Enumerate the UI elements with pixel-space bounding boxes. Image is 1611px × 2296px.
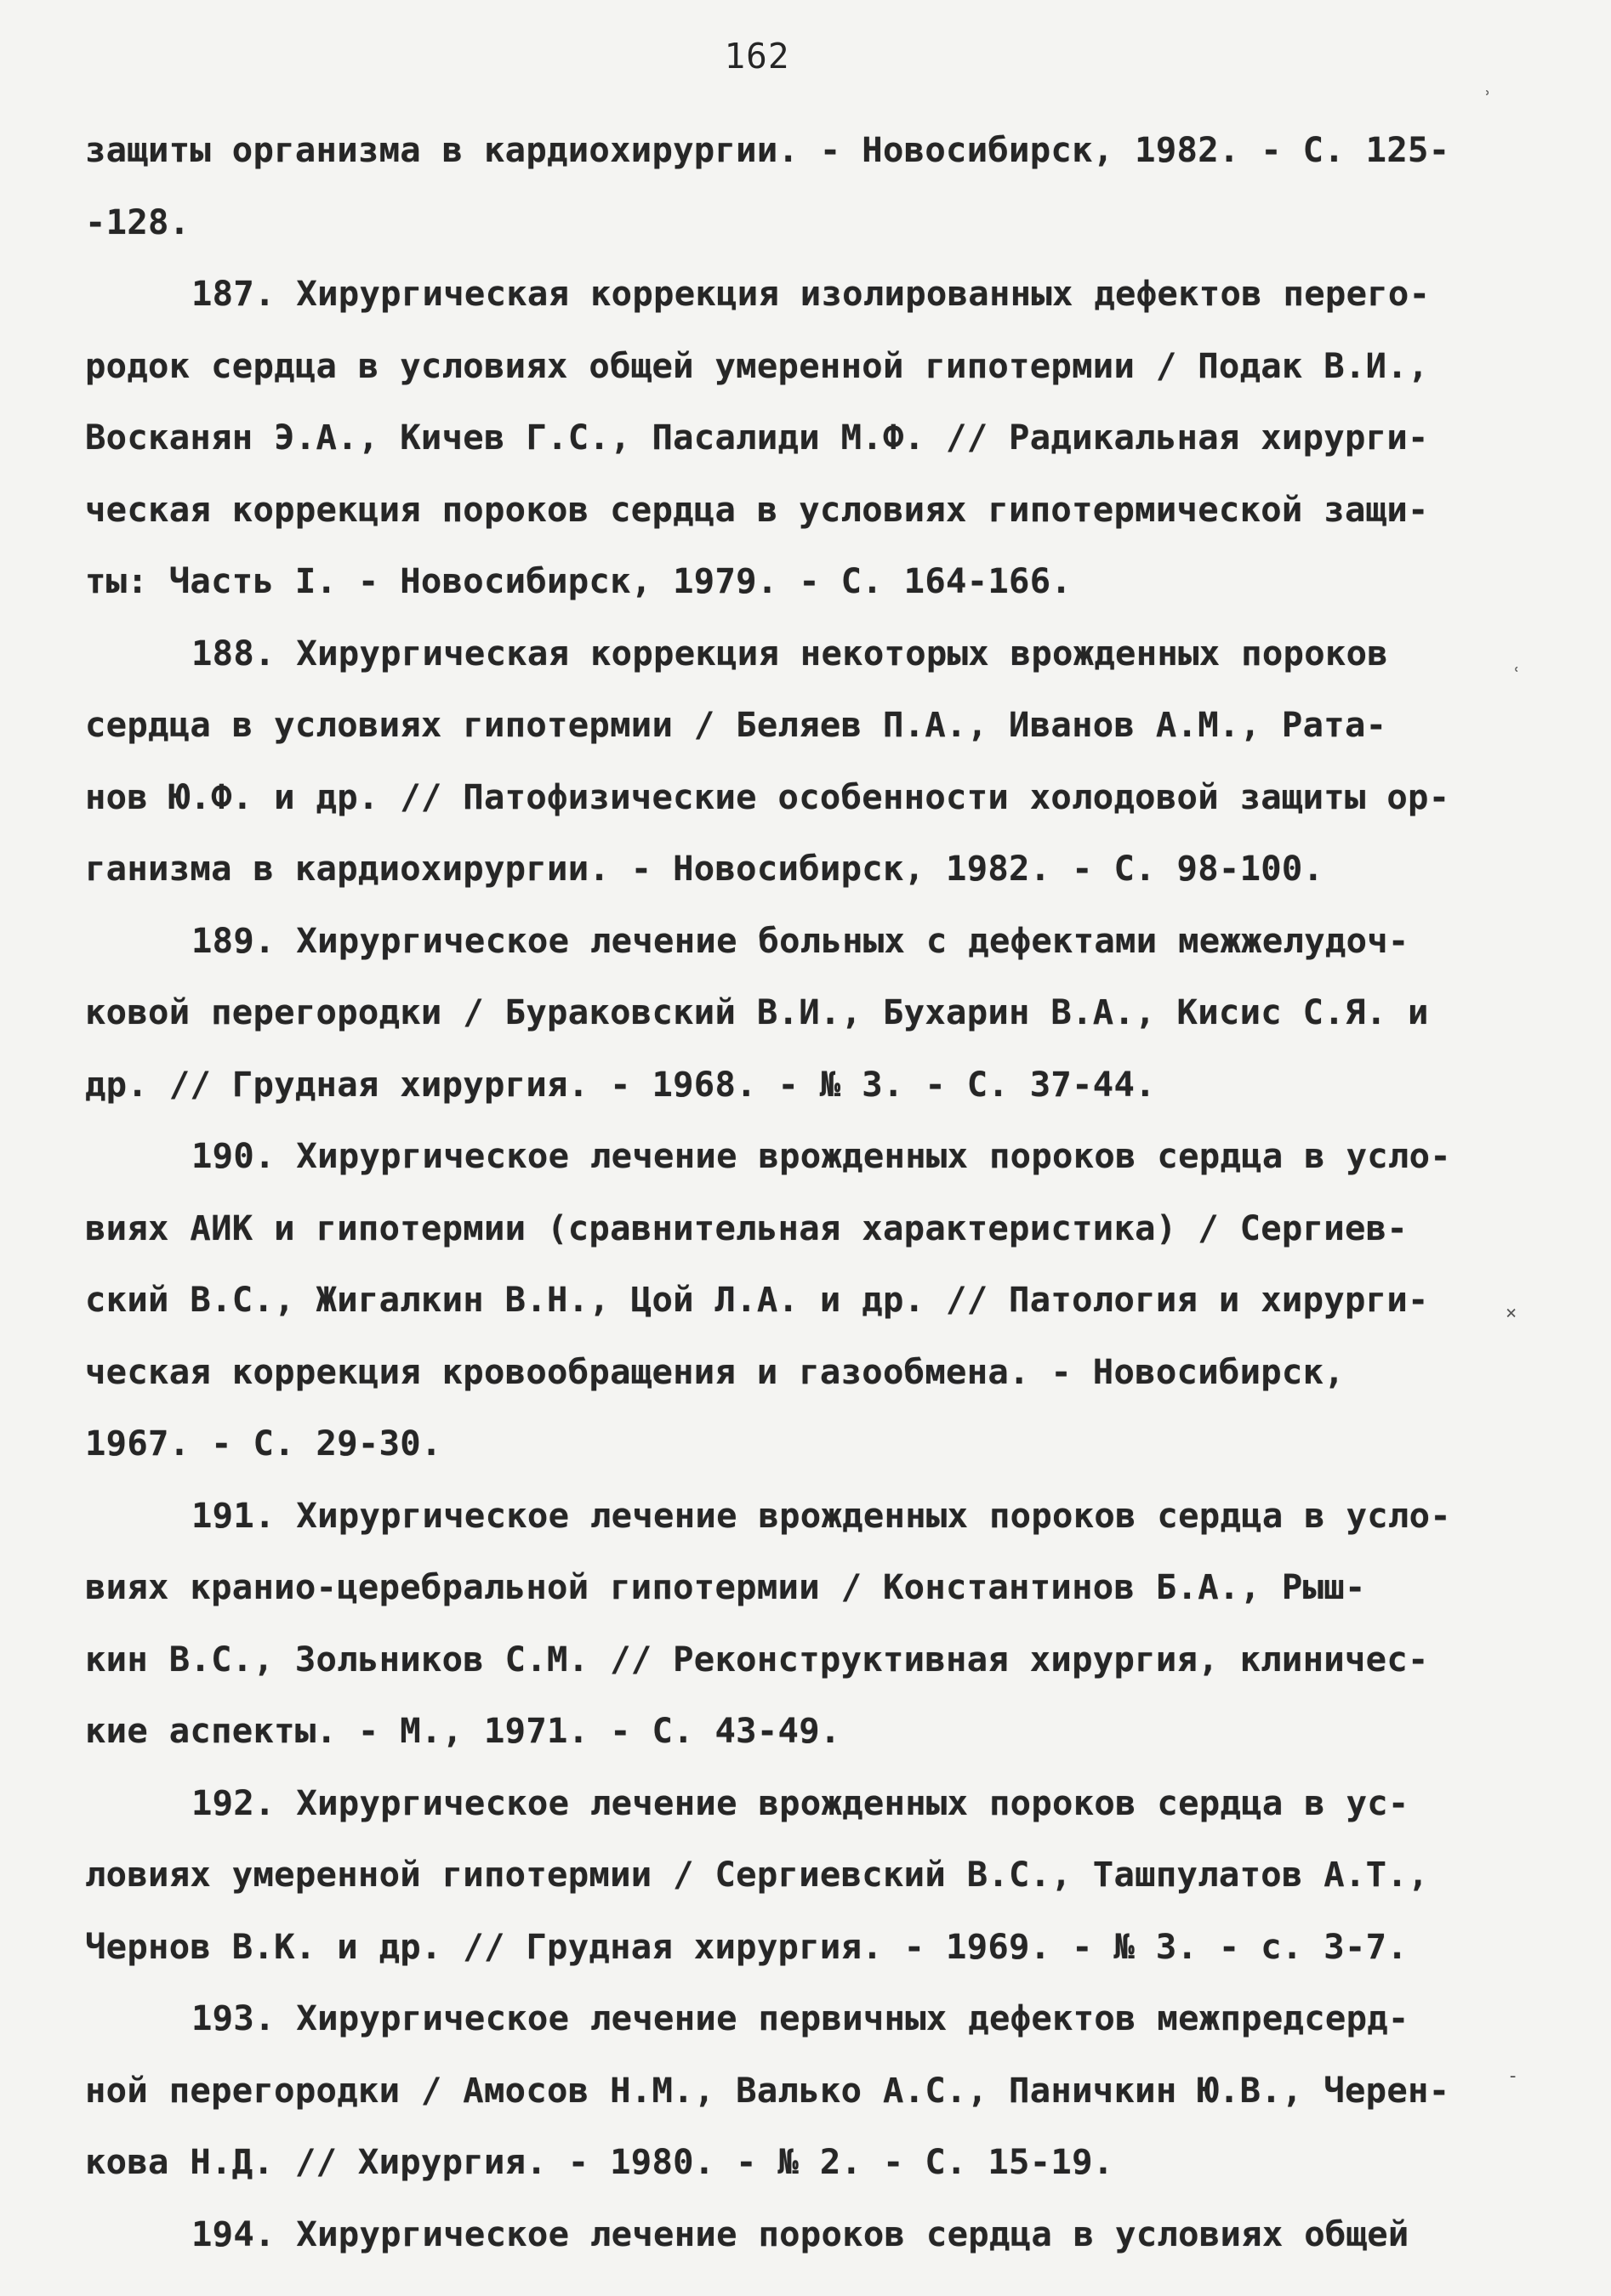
scan-speck-mark: ʿ [1511, 665, 1523, 686]
entry-text-line: ский В.С., Жигалкин В.Н., Цой Л.А. и др. // Патология и хирурги- [85, 1279, 1429, 1320]
entry-first-line: 189. Хирургическое лечение больных с дефектами межжелудоч- [191, 919, 1409, 961]
scan-speck-mark: × [1506, 1303, 1517, 1324]
entry-text-line: Восканян Э.А., Кичев Г.С., Пасалиди М.Ф. // Радикальная хирурги- [85, 417, 1429, 457]
entry-text-line: ганизма в кардиохирургии. - Новосибирск, 1982. - С. 98-100. [85, 848, 1324, 889]
entry-text-line: сердца в условиях гипотермии / Беляев П.А., Иванов А.М., Рата- [85, 704, 1387, 745]
entry-text-line: ной перегородки / Амосов Н.М., Валько А.С., Паничкин Ю.В., Черен- [85, 2069, 1450, 2111]
entry-text-line: 1967. - С. 29-30. [85, 1423, 442, 1463]
entry-first-line: 194. Хирургическое лечение пороков сердца в условиях общей [191, 2213, 1409, 2254]
entry-text-line: -128. [85, 201, 191, 242]
entry-text-line: нов Ю.Ф. и др. // Патофизические особенности холодовой защиты ор- [85, 776, 1450, 817]
scan-speck-mark: - [1507, 2066, 1519, 2087]
entry-text-line: ческая коррекция пороков сердца в условиях гипотермической защи- [85, 488, 1429, 530]
page-number: 162 [724, 36, 790, 77]
entry-text-line: ческая коррекция кровообращения и газообмена. - Новосибирск, [85, 1350, 1345, 1392]
entry-first-line: 193. Хирургическое лечение первичных дефектов межпредсерд- [191, 1998, 1409, 2038]
entry-text-line: виях АИК и гипотермии (сравнительная характеристика) / Сергиев- [85, 1207, 1409, 1248]
entry-first-line: 190. Хирургическое лечение врожденных пороков сердца в усло- [191, 1135, 1451, 1176]
entry-first-line: 192. Хирургическое лечение врожденных пороков сердца в ус- [191, 1782, 1409, 1823]
entry-text-line: др. // Грудная хирургия. - 1968. - № 3. - С. 37-44. [85, 1063, 1156, 1105]
entry-text-line: виях кранио-церебральной гипотермии / Константинов Б.А., Рыш- [85, 1566, 1366, 1607]
scan-speck-mark: ʾ [1482, 88, 1494, 110]
entry-text-line: ловиях умеренной гипотермии / Сергиевский В.С., Ташпулатов А.Т., [85, 1854, 1429, 1895]
entry-text-line: родок сердца в условиях общей умеренной гипотермии / Подак В.И., [85, 344, 1429, 386]
entry-text-line: кие аспекты. - М., 1971. - С. 43-49. [85, 1710, 841, 1751]
entry-text-line: кова Н.Д. // Хирургия. - 1980. - № 2. - С. 15-19. [85, 2141, 1114, 2182]
entry-first-line: 188. Хирургическая коррекция некоторых врожденных пороков [191, 632, 1388, 673]
entry-text-line: ковой перегородки / Бураковский В.И., Бухарин В.А., Кисис С.Я. и [85, 992, 1429, 1032]
entry-first-line: 191. Хирургическое лечение врожденных пороков сердца в усло- [191, 1494, 1451, 1536]
entry-text-line: ты: Часть I. - Новосибирск, 1979. - С. 164-166. [85, 560, 1073, 601]
entry-text-line: кин В.С., Зольников С.М. // Реконструктивная хирургия, клиничес- [85, 1638, 1429, 1679]
entry-first-line: 187. Хирургическая коррекция изолированных дефектов перего- [191, 273, 1431, 314]
entry-text-line: Чернов В.К. и др. // Грудная хирургия. - 1969. - № 3. - с. 3-7. [85, 1925, 1409, 1967]
bibliography-text [85, 114, 1480, 2270]
entry-text-line: защиты организма в кардиохирургии. - Новосибирск, 1982. - С. 125- [85, 129, 1450, 170]
